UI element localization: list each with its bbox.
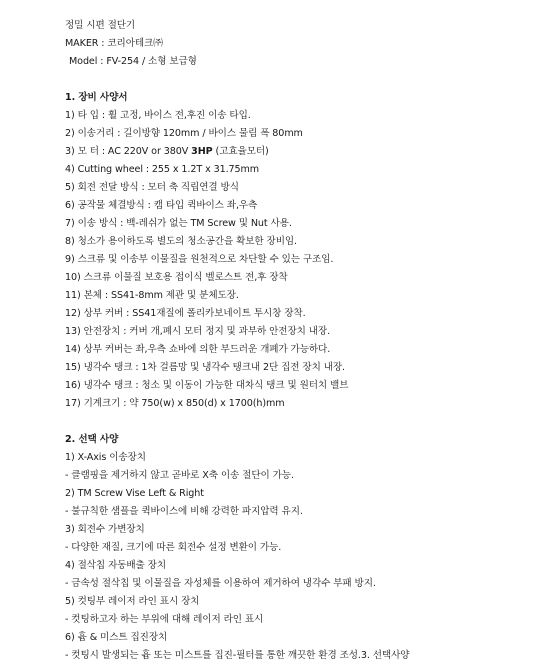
spec-item: 11) 본체 : SS41-8mm 제관 및 분체도장. <box>65 290 239 301</box>
spec-item: 7) 이송 방식 : 백-레쉬가 없는 TM Screw 및 Nut 사용. <box>65 218 292 229</box>
option-detail: - 불규칙한 샘플을 퀵바이스에 비해 강력한 파지압력 유지. <box>65 506 303 517</box>
option-detail: - 클램핑을 제거하지 않고 곧바로 X축 이송 절단이 가능. <box>65 470 294 481</box>
motor-note: (고효율모터) <box>212 146 269 157</box>
spec-item: 16) 냉각수 탱크 : 청소 및 이동이 가능한 대차식 탱크 및 원터치 밸브 <box>65 380 349 391</box>
document-title: 정밀 시편 절단기 <box>65 20 136 31</box>
spec-item: 9) 스크류 및 이송부 이물질을 원천적으로 차단할 수 있는 구조임. <box>65 254 334 265</box>
option-detail: - 다양한 재질, 크기에 따른 회전수 설정 변환이 가능. <box>65 542 282 553</box>
spacer <box>65 71 545 89</box>
option-item: 5) 컷팅부 레이저 라인 표시 장치 <box>65 596 200 607</box>
motor-label: 3) 모 터 : AC 220V or 380V <box>65 146 192 157</box>
spec-item: 4) Cutting wheel : 255 x 1.2T x 31.75mm <box>65 164 260 175</box>
spec-item: 6) 공작물 체결방식 : 캠 타입 퀵바이스 좌,우측 <box>65 200 258 211</box>
spec-item: 15) 냉각수 탱크 : 1차 걸름망 및 냉각수 탱크내 2단 집전 장치 내장. <box>65 362 345 373</box>
model-line: Model : FV-254 / 소형 보급형 <box>69 56 197 67</box>
spec-item-motor <box>65 143 545 161</box>
spec-item: 5) 회전 전달 방식 : 모터 축 직립연결 방식 <box>65 182 239 193</box>
option-detail: - 컷팅시 발생되는 흄 또는 미스트를 집진-필터를 통한 깨끗한 환경 조성.3. 선택사양 <box>65 650 410 661</box>
spec-item: 13) 안전장치 : 커버 개,폐시 모터 정지 및 과부하 안전장치 내장. <box>65 326 331 337</box>
option-item: 3) 회전수 가변장치 <box>65 524 145 535</box>
spec-item: 2) 이송거리 : 길이방향 120mm / 바이스 물림 폭 80mm <box>65 128 303 139</box>
option-detail: - 금속성 절삭칩 및 이물질을 자성체를 이용하여 제거하여 냉각수 부패 방지. <box>65 578 376 589</box>
motor-power: 3HP <box>191 146 213 157</box>
spec-item: 1) 타 입 : 휠 고정, 바이스 전,후진 이송 타입. <box>65 110 251 121</box>
spec-item: 17) 기계크기 : 약 750(w) x 850(d) x 1700(h)mm <box>65 398 285 409</box>
spec-item: 12) 상부 커버 : SS41재질에 폴리카보네이트 투시창 장착. <box>65 308 306 319</box>
option-item: 1) X-Axis 이송장치 <box>65 452 146 463</box>
spec-item: 8) 청소가 용이하도록 별도의 청소공간을 확보한 장비임. <box>65 236 297 247</box>
option-item: 4) 절삭칩 자동배출 장치 <box>65 560 167 571</box>
option-item: 6) 흄 & 미스트 집진장치 <box>65 632 168 643</box>
spec-document <box>65 17 545 665</box>
spacer <box>65 413 545 431</box>
section-heading-options: 2. 선택 사양 <box>65 434 119 445</box>
option-item: 2) TM Screw Vise Left & Right <box>65 488 204 499</box>
option-detail: - 컷팅하고자 하는 부위에 대해 레이저 라인 표시 <box>65 614 264 625</box>
spec-item: 14) 상부 커버는 좌,우측 쇼바에 의한 부드러운 개폐가 가능하다. <box>65 344 331 355</box>
spec-item: 10) 스크류 이물질 보호용 접이식 벨로스트 전,후 장착 <box>65 272 288 283</box>
section-heading-specs: 1. 장비 사양서 <box>65 92 128 103</box>
maker-line: MAKER : 코리아테크㈜ <box>65 38 163 49</box>
